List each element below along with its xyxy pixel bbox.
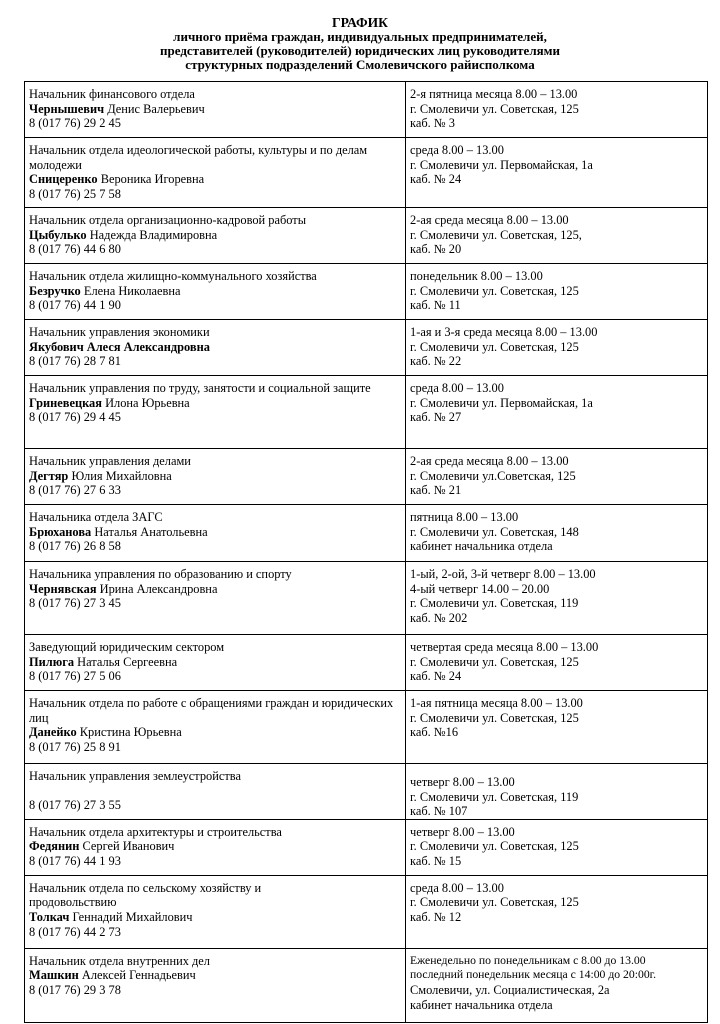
table-row — [25, 264, 708, 320]
official-cell — [25, 764, 406, 820]
official-given-name: Сергей Иванович — [82, 839, 175, 854]
official-position: Начальник управления землеустройства — [29, 769, 241, 783]
table-row — [25, 208, 708, 264]
reception-time: 1-ая пятница месяца 8.00 – 13.00 — [410, 696, 583, 710]
table-row — [25, 320, 708, 376]
reception-room: каб. № 202 — [410, 610, 468, 625]
reception-address: г. Смолевичи ул. Советская, 125 — [410, 283, 579, 298]
reception-address: г. Смолевичи ул. Первомайская, 1а — [410, 157, 593, 172]
reception-room: каб. № 24 — [410, 669, 462, 684]
official-position: Начальник управления по труду, занятости и социальной защите — [29, 381, 371, 395]
official-given-name: Геннадий Михайлович — [72, 909, 193, 924]
reception-room: кабинет начальника отдела — [410, 997, 553, 1012]
official-cell — [25, 505, 406, 562]
official-cell — [25, 208, 406, 264]
table-row — [25, 82, 708, 138]
reception-time: среда 8.00 – 13.00 — [410, 143, 504, 157]
official-phone: 8 (017 76) 27 6 33 — [29, 483, 121, 498]
official-phone: 8 (017 76) 26 8 58 — [29, 539, 121, 554]
official-position: Начальник отдела по работе с обращениями граждан и юридических лиц — [29, 696, 394, 725]
reception-address: г. Смолевичи ул. Советская, 125 — [410, 101, 579, 116]
official-cell — [25, 320, 406, 376]
empty-name-line — [29, 784, 401, 799]
official-position: Начальника управления по образованию и спорту — [29, 567, 292, 581]
document-subtitle-line-3: структурных подразделений Смолевичского райисполкома — [185, 57, 535, 72]
official-cell — [25, 819, 406, 875]
reception-room: каб. № 12 — [410, 909, 462, 924]
official-surname: Толкач — [29, 909, 70, 924]
reception-time: 2-ая среда месяца 8.00 – 13.00 — [410, 454, 569, 468]
official-surname: Чернышевич — [29, 101, 105, 116]
reception-address: г. Смолевичи ул. Советская, 125 — [410, 710, 579, 725]
official-surname: Цыбулько — [29, 227, 87, 242]
schedule-cell — [406, 320, 708, 376]
table-row — [25, 505, 708, 562]
official-surname: Чернявская — [29, 581, 97, 596]
official-cell — [25, 948, 406, 1022]
reception-address: г. Смолевичи ул. Советская, 125 — [410, 339, 579, 354]
official-position: Начальника отдела ЗАГС — [29, 510, 163, 524]
schedule-cell — [406, 948, 708, 1022]
official-phone: 8 (017 76) 27 3 55 — [29, 798, 121, 813]
reception-address: г. Смолевичи ул. Советская, 125 — [410, 654, 579, 669]
official-cell — [25, 376, 406, 449]
reception-address: г. Смолевичи ул. Советская, 125 — [410, 839, 579, 854]
official-cell — [25, 82, 406, 138]
official-cell — [25, 264, 406, 320]
official-given-name: Денис Валерьевич — [107, 101, 205, 116]
reception-time: 1-ый, 2-ой, 3-й четверг 8.00 – 13.00 — [410, 567, 596, 581]
schedule-cell — [406, 264, 708, 320]
official-phone: 8 (017 76) 28 7 81 — [29, 354, 121, 369]
table-row — [25, 819, 708, 875]
official-position: Начальник отдела организационно-кадровой работы — [29, 213, 307, 227]
reception-room: каб. № 20 — [410, 242, 462, 257]
official-cell — [25, 635, 406, 691]
table-row — [25, 449, 708, 505]
official-phone: 8 (017 76) 25 8 91 — [29, 739, 121, 754]
official-phone: 8 (017 76) 29 3 78 — [29, 982, 121, 997]
official-given-name: Ирина Александровна — [99, 581, 218, 596]
table-row — [25, 376, 708, 449]
official-surname: Федянин — [29, 839, 80, 854]
table-row — [25, 562, 708, 635]
reception-address: г. Смолевичи ул. Советская, 119 — [410, 596, 579, 611]
schedule-cell — [406, 138, 708, 208]
official-surname: Сницеренко — [29, 172, 98, 187]
reception-address: г. Смолевичи ул. Первомайская, 1а — [410, 395, 593, 410]
official-phone: 8 (017 76) 29 2 45 — [29, 116, 121, 131]
official-phone: 8 (017 76) 27 5 06 — [29, 669, 121, 684]
official-phone: 8 (017 76) 44 1 90 — [29, 298, 121, 313]
table-row — [25, 764, 708, 820]
official-cell — [25, 562, 406, 635]
schedule-cell — [406, 505, 708, 562]
official-phone: 8 (017 76) 29 4 45 — [29, 410, 121, 425]
reception-time: 2-ая среда месяца 8.00 – 13.00 — [410, 213, 569, 227]
reception-address: г. Смолевичи ул. Советская, 119 — [410, 789, 579, 804]
reception-address: г. Смолевичи ул. Советская, 125, — [410, 227, 582, 242]
official-surname: Данейко — [29, 725, 77, 740]
official-cell — [25, 138, 406, 208]
schedule-cell — [406, 691, 708, 764]
official-given-name: Елена Николаевна — [83, 283, 181, 298]
reception-time: четверг 8.00 – 13.00 — [410, 824, 515, 839]
official-surname: Гриневецкая — [29, 395, 102, 410]
reception-time-extra: последний понедельник месяца с 14:00 до 20:00г. — [410, 968, 657, 982]
document-title: ГРАФИК — [332, 15, 388, 30]
official-position: Начальник отдела архитектуры и строительства — [29, 824, 282, 839]
table-row — [25, 875, 708, 948]
reception-address: г. Смолевичи ул. Советская, 148 — [410, 524, 579, 539]
reception-room: каб. № 27 — [410, 410, 462, 425]
official-given-name: Илона Юрьевна — [105, 395, 190, 410]
reception-address: г. Смолевичи ул.Советская, 125 — [410, 468, 576, 483]
official-surname: Пилюга — [29, 654, 75, 669]
official-phone: 8 (017 76) 44 1 93 — [29, 853, 121, 868]
official-surname: Якубович Алеся Александровна — [29, 339, 210, 354]
official-given-name: Надежда Владимировна — [89, 227, 218, 242]
reception-time: 2-я пятница месяца 8.00 – 13.00 — [410, 87, 578, 101]
reception-time: понедельник 8.00 – 13.00 — [410, 269, 543, 283]
official-position: Начальник финансового отдела — [29, 87, 195, 101]
official-surname: Машкин — [29, 968, 79, 983]
document-subtitle-line-2: представителей (руководителей) юридических лиц руководителями — [160, 43, 560, 58]
schedule-cell — [406, 562, 708, 635]
schedule-cell — [406, 764, 708, 820]
document-header — [0, 16, 720, 72]
reception-time: пятница 8.00 – 13.00 — [410, 510, 519, 524]
reception-time: 1-ая и 3-я среда месяца 8.00 – 13.00 — [410, 325, 598, 339]
table-row — [25, 948, 708, 1022]
reception-room: каб. № 3 — [410, 116, 455, 131]
official-position: Начальник отдела жилищно-коммунального хозяйства — [29, 269, 317, 283]
schedule-cell — [406, 208, 708, 264]
official-phone: 8 (017 76) 44 6 80 — [29, 242, 121, 257]
reception-room: каб. № 107 — [410, 804, 468, 819]
reception-time: четвертая среда месяца 8.00 – 13.00 — [410, 640, 599, 654]
reception-time: Еженедельно по понедельникам с 8.00 до 13.00 — [410, 953, 646, 967]
official-position: Начальник управления делами — [29, 454, 191, 468]
schedule-cell — [406, 82, 708, 138]
table-row — [25, 138, 708, 208]
document-subtitle-line-1: личного приёма граждан, индивидуальных предпринимателей, — [173, 29, 547, 44]
official-given-name: Наталья Анатольевна — [94, 524, 208, 539]
official-given-name: Алексей Геннадьевич — [81, 968, 196, 983]
schedule-cell — [406, 875, 708, 948]
official-given-name: Кристина Юрьевна — [79, 725, 182, 740]
official-surname: Безручко — [29, 283, 81, 298]
schedule-cell — [406, 819, 708, 875]
reception-room: каб. № 21 — [410, 483, 462, 498]
official-surname: Брюханова — [29, 524, 92, 539]
reception-room: каб. № 11 — [410, 298, 461, 313]
reception-address: г. Смолевичи ул. Советская, 125 — [410, 895, 579, 910]
reception-time: среда 8.00 – 13.00 — [410, 880, 504, 895]
official-position: Начальник отдела по сельскому хозяйству и продовольствию — [29, 880, 262, 910]
official-given-name: Юлия Михайловна — [71, 468, 172, 483]
reception-schedule-table — [24, 81, 708, 1023]
reception-time-extra: 4-ый четверг 14.00 – 20.00 — [410, 581, 550, 596]
official-cell — [25, 449, 406, 505]
official-phone: 8 (017 76) 44 2 73 — [29, 924, 121, 939]
reception-time: среда 8.00 – 13.00 — [410, 381, 504, 395]
reception-address: Смолевичи, ул. Социалистическая, 2а — [410, 982, 610, 997]
official-given-name: Вероника Игоревна — [100, 172, 205, 187]
table-row — [25, 635, 708, 691]
reception-time: четверг 8.00 – 13.00 — [410, 775, 515, 789]
official-position: Заведующий юридическим сектором — [29, 640, 225, 654]
schedule-cell — [406, 376, 708, 449]
official-position: Начальник отдела идеологической работы, культуры и по делам молодежи — [29, 143, 368, 172]
official-phone: 8 (017 76) 25 7 58 — [29, 186, 121, 201]
table-row — [25, 691, 708, 764]
reception-room: каб. № 22 — [410, 354, 462, 369]
official-cell — [25, 691, 406, 764]
reception-room: каб. № 15 — [410, 853, 462, 868]
reception-room: каб. №16 — [410, 725, 459, 740]
official-given-name: Наталья Сергеевна — [77, 654, 178, 669]
schedule-cell — [406, 449, 708, 505]
official-phone: 8 (017 76) 27 3 45 — [29, 596, 121, 611]
schedule-cell — [406, 635, 708, 691]
reception-room: каб. № 24 — [410, 172, 462, 187]
official-cell — [25, 875, 406, 948]
official-position: Начальник отдела внутренних дел — [29, 953, 210, 968]
official-position: Начальник управления экономики — [29, 325, 210, 339]
official-surname: Дегтяр — [29, 468, 69, 483]
reception-room: кабинет начальника отдела — [410, 539, 553, 554]
